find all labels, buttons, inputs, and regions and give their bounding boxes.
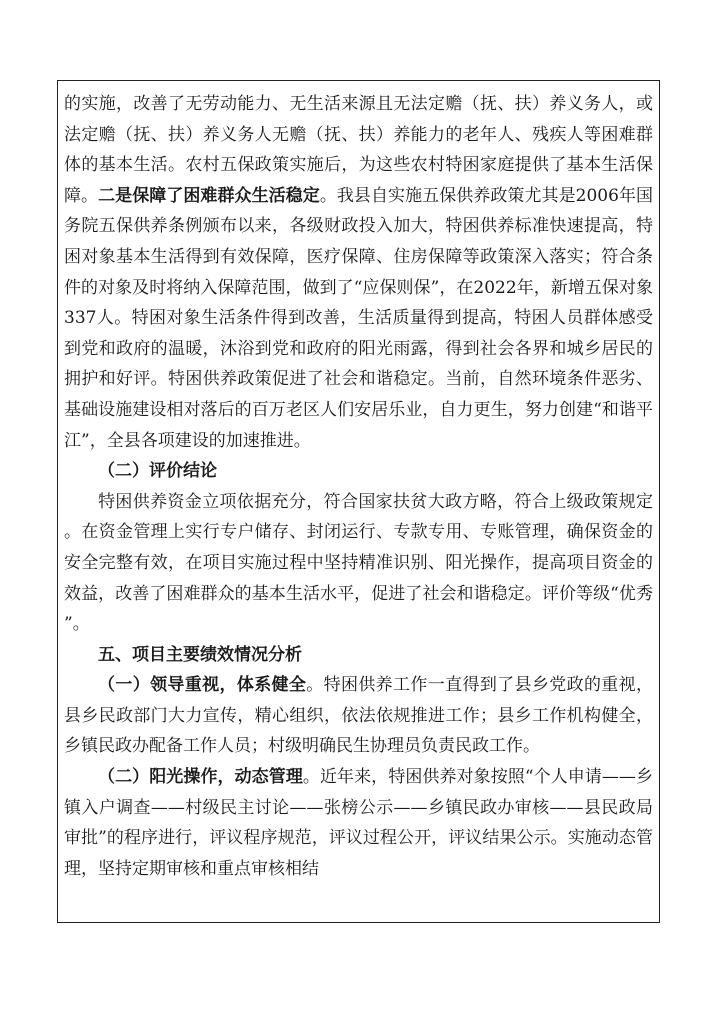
- text-run: 。我县自实施五保供养政策尤其是2006年国务院五保供养条例颁布以来，各级财政投入加大，特困供养标准快速提高，特困对象基本生活得到有效保障，医疗保障、住房保障等政策深入落实；符合条件的对象及时将纳入保障范围，做到了“应保则保”，在2022年，新增五保对象337人。特困对象生活条件得到改善，生活质量得到提高，特困人员群体感受到党和政府的温暖，沐浴到党和政府的阳光雨露，得到社会各界和城乡居民的拥护和好评。特困供养政策促进了社会和谐稳定。当前，自然环境条件恶劣、基础设施建设相对落后的百万老区人们安居乐业，自力更生，努力创建“和谐平江”，全县各项建设的加速推进。: [64, 185, 654, 451]
- paragraph-implementation-effects: [64, 89, 653, 456]
- bold-text-run: （一）领导重视，体系健全: [98, 675, 307, 696]
- text-run: 特困供养资金立项依据充分，符合国家扶贫大政方略，符合上级政策规定。在资金管理上实行专户储存、封闭运行、专款专用、专账管理，确保资金的安全完整有效，在项目实施过程中坚持精准识别、阳光操作，提高项目资金的效益，改善了困难群众的基本生活水平，促进了社会和谐稳定。评价等级“优秀”。: [64, 491, 653, 635]
- heading-text: 五、项目主要绩效情况分析: [98, 644, 302, 665]
- text-run: 。特困供养工作一直得到了县乡党政的重视，县乡民政部门大力宣传，精心组织，依法依规推进工作；县乡工作机构健全，乡镇民政办配备工作人员；村级明确民生协理员负责民政工作。: [64, 675, 654, 757]
- section-heading-performance-analysis: [64, 640, 653, 671]
- text-run: 的实施，改善了无劳动能力、无生活来源且无法定赡（抚、扶）养义务人，或法定赡（抚、扶）养义务人无赡（抚、扶）养能力的老年人、残疾人等困难群体的基本生活。农村五保政策实施后，为这些农村特困家庭提供了基本生活保障。: [64, 94, 653, 206]
- heading-text: （二）评价结论: [98, 461, 217, 482]
- document-body: [64, 89, 653, 884]
- paragraph-transparent-operation: [64, 762, 653, 884]
- paragraph-evaluation-conclusion: [64, 487, 653, 640]
- paragraph-leadership: [64, 670, 653, 762]
- bold-text-run: （二）阳光操作，动态管理: [98, 767, 303, 788]
- page-border-frame: [57, 80, 660, 923]
- text-run: 。近年来，特困供养对象按照“个人申请——乡镇入户调查——村级民主讨论——张榜公示——乡镇民政办审核——县民政局审批”的程序进行，评议程序规范，评议过程公开，评议结果公示。实施动态管理，坚持定期审核和重点审核相结: [64, 767, 653, 879]
- section-heading-evaluation-conclusion: [64, 456, 653, 487]
- bold-text-run: 二是保障了困难群众生活稳定: [98, 185, 320, 206]
